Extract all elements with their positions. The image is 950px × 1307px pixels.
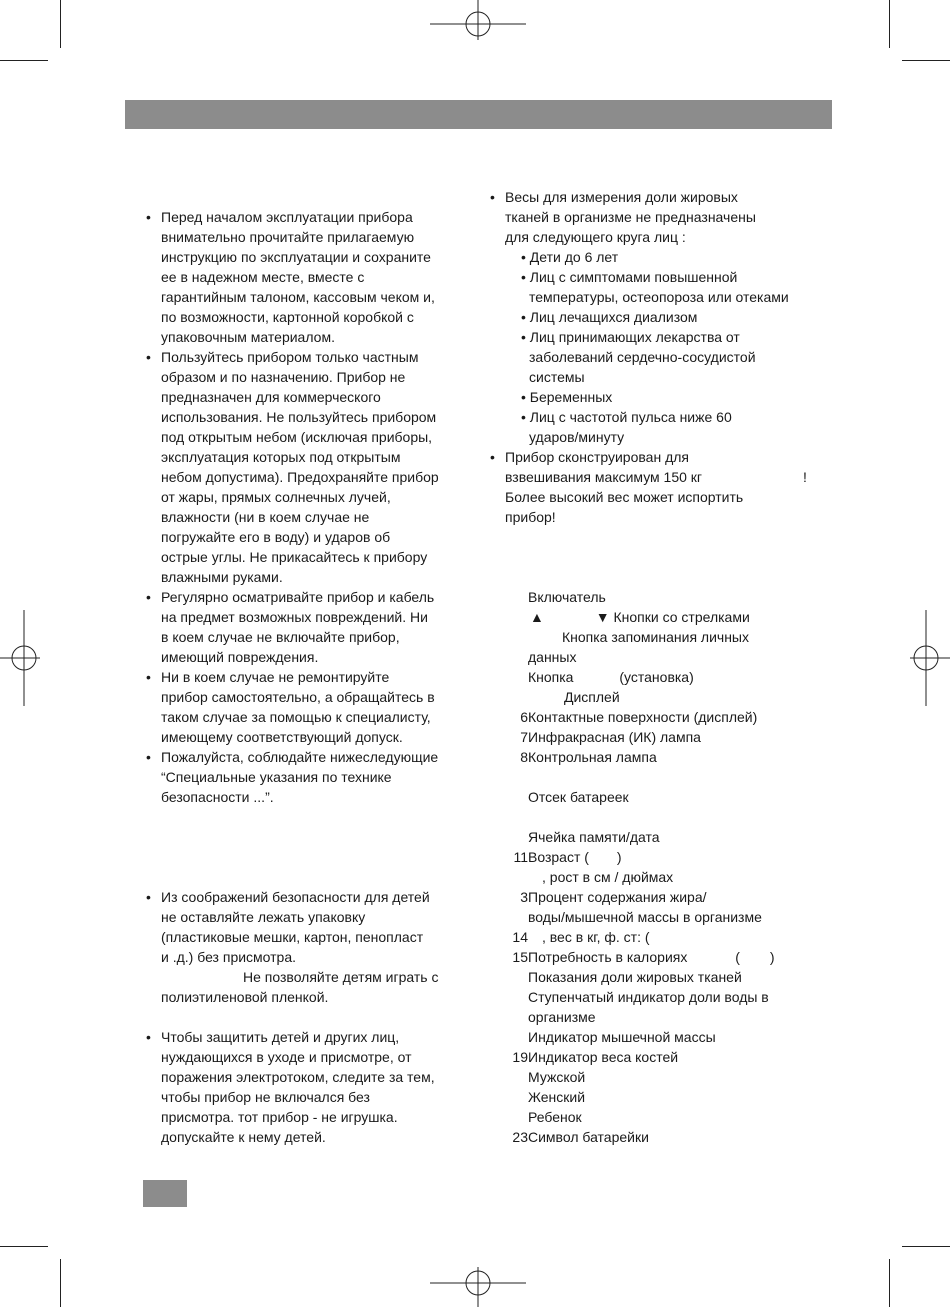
part-label: Процент содержания жира/ [528, 889, 707, 905]
registration-mark-top [430, 0, 526, 40]
text-line: острые углы. Не прикасайтесь к прибору [161, 549, 428, 565]
text-line: • Чтобы защитить детей и других лиц, [161, 1029, 400, 1045]
part-label: Инфракрасная (ИК) лампа [528, 729, 701, 745]
text-line: внимательно прочитайте прилагаемую [161, 229, 415, 245]
part-item [500, 767, 820, 787]
part-label: Женский [528, 1089, 586, 1105]
text-line: полиэтиленовой пленкой. [161, 989, 329, 1005]
part-item [500, 1107, 820, 1127]
text-line: небом допустима). Предохраняйте прибор [161, 469, 439, 485]
text-line: в коем случае не включайте прибор, [161, 629, 400, 645]
text-line: • Беременных [521, 389, 613, 405]
text-line: (пластиковые мешки, картон, пенопласт [161, 929, 424, 945]
part-item [500, 787, 820, 807]
text-line: эксплуатация которых под открытым [161, 449, 401, 465]
children-item [146, 887, 476, 1007]
list-item [505, 307, 820, 327]
list-item [505, 327, 820, 387]
part-label: , рост в см / дюймах [542, 869, 674, 885]
text-line: инструкцию по эксплуатации и сохраните [161, 249, 431, 265]
part-item [500, 727, 820, 747]
text-line [505, 467, 820, 487]
arrow-up-icon: ▲ [530, 609, 544, 625]
text-line: прибор самостоятельно, а обращайтесь в [161, 689, 435, 705]
max-weight-item [490, 447, 820, 527]
text-line: для следующего круга лиц : [505, 229, 686, 245]
part-label: Дисплей [564, 689, 620, 705]
text-line: влажности (ни в коем случае не [161, 509, 370, 525]
registration-mark-left [0, 610, 40, 706]
crop-mark [902, 60, 950, 61]
registration-mark-bottom [430, 1267, 526, 1307]
part-item [500, 627, 820, 647]
text-line: • Регулярно осматривайте прибор и кабель [161, 589, 435, 605]
text-line: Не позволяйте детям играть с [243, 969, 439, 985]
text-line: • Пользуйтесь прибором только частным [161, 349, 419, 365]
safety-item [146, 347, 476, 587]
part-label: Мужской [528, 1069, 586, 1085]
part-item [500, 927, 820, 947]
text-line: Лиц с симптомами повышенной [529, 269, 738, 285]
part-label: Возраст ( [528, 849, 589, 865]
part-label: Кнопки со стрелками [613, 609, 750, 625]
text-line: под открытым небом (исключая приборы, [161, 429, 433, 445]
text-line: использования. Не пользуйтесь прибором [161, 409, 437, 425]
part-label: Отсек батареек [528, 789, 629, 805]
registration-mark-right [910, 610, 950, 706]
text-line: • Весы для измерения доли жировых [505, 189, 738, 205]
text-line: образом и по назначению. Прибор не [161, 369, 406, 385]
arrow-down-icon: ▼ [595, 609, 610, 625]
crop-mark [0, 1246, 48, 1247]
text-line: • Лиц лечащихся диализом [521, 309, 698, 325]
crop-mark [60, 1259, 61, 1307]
part-number: 7 [520, 729, 528, 745]
text-line: имеющий повреждения. [161, 649, 319, 665]
part-item [500, 1127, 820, 1147]
part-label: Показания доли жировых тканей [528, 969, 742, 985]
part-number: 14 [512, 929, 528, 945]
text-line: “Специальные указания по технике [161, 769, 392, 785]
crop-mark [902, 1246, 950, 1247]
text-line: ударов/минуту [529, 429, 625, 445]
text-line: и .д.) без присмотра. [161, 949, 297, 965]
list-item [505, 407, 820, 447]
list-item [505, 267, 820, 307]
right-column [490, 187, 820, 527]
text-line: • Перед началом эксплуатации прибора [161, 209, 413, 225]
text-line: погружайте его в воду) и ударов об [161, 529, 391, 545]
left-column [146, 207, 476, 1147]
text-line: предназначен для коммерческого [161, 389, 381, 405]
text-line: системы [529, 369, 585, 385]
part-item [500, 827, 820, 847]
part-label: данных [528, 649, 577, 665]
text-line: на предмет возможных повреждений. Ни [161, 609, 428, 625]
part-item [500, 867, 820, 887]
list-item [505, 247, 820, 267]
part-label: (установка) [619, 669, 694, 685]
text-line: температуры, остеопороза или отеками [529, 289, 789, 305]
page-number-tab [143, 1180, 187, 1207]
text-line: допускайте к нему детей. [161, 1129, 326, 1145]
parts-list [500, 587, 820, 1147]
part-label: Ребенок [528, 1109, 582, 1125]
part-label: Контрольная лампа [528, 749, 657, 765]
part-label: организме [528, 1009, 596, 1025]
part-number: 6 [520, 709, 528, 725]
part-item [500, 747, 820, 767]
text-line: Дети до 6 лет [529, 249, 619, 265]
exclamation-mark: ! [803, 469, 807, 485]
text-line: • Из соображений безопасности для детей [161, 889, 430, 905]
part-item [500, 607, 820, 627]
safety-item [146, 747, 476, 807]
part-item [500, 947, 820, 967]
text-line: • Прибор сконструирован для [505, 449, 689, 465]
text-line: Беременных [529, 389, 613, 405]
part-item [500, 987, 820, 1007]
part-item [500, 707, 820, 727]
text-line: гарантийным талоном, кассовым чеком и, [161, 289, 435, 305]
part-number: 19 [512, 1049, 528, 1065]
part-label: Кнопка запоминания личных [562, 629, 749, 645]
part-number: 23 [512, 1129, 528, 1145]
text-line: прибор! [505, 509, 556, 525]
part-item [500, 1027, 820, 1047]
part-label: Ступенчатый индикатор доли воды в [528, 989, 769, 1005]
section-gap [146, 1007, 476, 1027]
children-item [146, 1027, 476, 1147]
part-item [500, 1067, 820, 1087]
text-line: упаковочным материалом. [161, 329, 335, 345]
text-line: имеющему соответствующий допуск. [161, 729, 403, 745]
part-item [500, 1007, 820, 1027]
text-line: взвешивания максимум 150 кг [505, 469, 703, 485]
part-label [528, 847, 820, 867]
part-label: ) [616, 849, 622, 865]
part-item [500, 647, 820, 667]
text-line: по возможности, картонной коробкой с [161, 309, 414, 325]
part-item [500, 667, 820, 687]
text-line: заболеваний сердечно-сосудистой [529, 349, 756, 365]
header-bar [125, 100, 832, 129]
text-line: присмотра. тот прибор - не игрушка. [161, 1109, 398, 1125]
text-line: поражения электротоком, следите за тем, [161, 1069, 435, 1085]
part-label: , вес в кг, ф. ст: ( [542, 929, 650, 945]
part-item [500, 1087, 820, 1107]
text-line: влажными руками. [161, 569, 283, 585]
text-line: Лиц лечащихся диализом [529, 309, 698, 325]
part-number: 3 [520, 889, 528, 905]
text-line: тканей в организме не предназначены [505, 209, 756, 225]
part-item [500, 807, 820, 827]
text-line: • Ни в коем случае не ремонтируйте [161, 669, 390, 685]
part-label: воды/мышечной массы в организме [528, 909, 762, 925]
part-label [528, 667, 820, 687]
part-item [500, 887, 820, 907]
part-item [500, 1047, 820, 1067]
part-label: Включатель [528, 589, 606, 605]
text-line: безопасности ...”. [161, 789, 274, 805]
restriction-list [505, 247, 820, 447]
section-gap [146, 807, 476, 887]
crop-mark [889, 0, 890, 48]
text-line: • Лиц принимающих лекарства от [521, 329, 740, 345]
text-line: таком случае за помощью к специалисту, [161, 709, 431, 725]
text-line: ее в надежном месте, вместе с [161, 269, 365, 285]
part-label: Индикатор веса костей [528, 1049, 679, 1065]
text-line: • Лиц с частотой пульса ниже 60 [521, 409, 732, 425]
part-label: Ячейка памяти/дата [528, 829, 660, 845]
part-item [500, 687, 820, 707]
list-item [505, 387, 820, 407]
text-line: нуждающихся в уходе и присмотре, от [161, 1049, 412, 1065]
part-item [500, 967, 820, 987]
text-line: чтобы прибор не включался без [161, 1089, 370, 1105]
part-label: ) [769, 949, 775, 965]
part-label: Индикатор мышечной массы [528, 1029, 716, 1045]
part-item [500, 587, 820, 607]
text-line: от жары, прямых солнечных лучей, [161, 489, 391, 505]
safety-item [146, 207, 476, 347]
safety-item [146, 667, 476, 747]
part-item [500, 907, 820, 927]
part-label: Символ батарейки [528, 1129, 649, 1145]
text-line: Лиц принимающих лекарства от [529, 329, 740, 345]
crop-mark [0, 60, 48, 61]
text-line: • Пожалуйста, соблюдайте нижеследующие [161, 749, 439, 765]
text-line: • Лиц с симптомами повышенной [521, 269, 738, 285]
safety-item [146, 587, 476, 667]
text-line: не оставляйте лежать упаковку [161, 909, 366, 925]
part-label [528, 947, 820, 967]
part-label: Контактные поверхности (дисплей) [528, 709, 758, 725]
part-label: Кнопка [528, 669, 574, 685]
part-label: Потребность в калориях [528, 949, 688, 965]
scale-restriction-item [490, 187, 820, 447]
part-label [530, 607, 820, 627]
crop-mark [889, 1259, 890, 1307]
part-number: 11 [513, 849, 528, 865]
text-line: Более высокий вес может испортить [505, 489, 744, 505]
part-item [500, 847, 820, 867]
text-line: Лиц с частотой пульса ниже 60 [529, 409, 732, 425]
text-line: • Дети до 6 лет [521, 249, 619, 265]
crop-mark [60, 0, 61, 48]
part-number: 8 [520, 749, 528, 765]
part-number: 15 [512, 949, 528, 965]
part-label: ( [735, 949, 740, 965]
